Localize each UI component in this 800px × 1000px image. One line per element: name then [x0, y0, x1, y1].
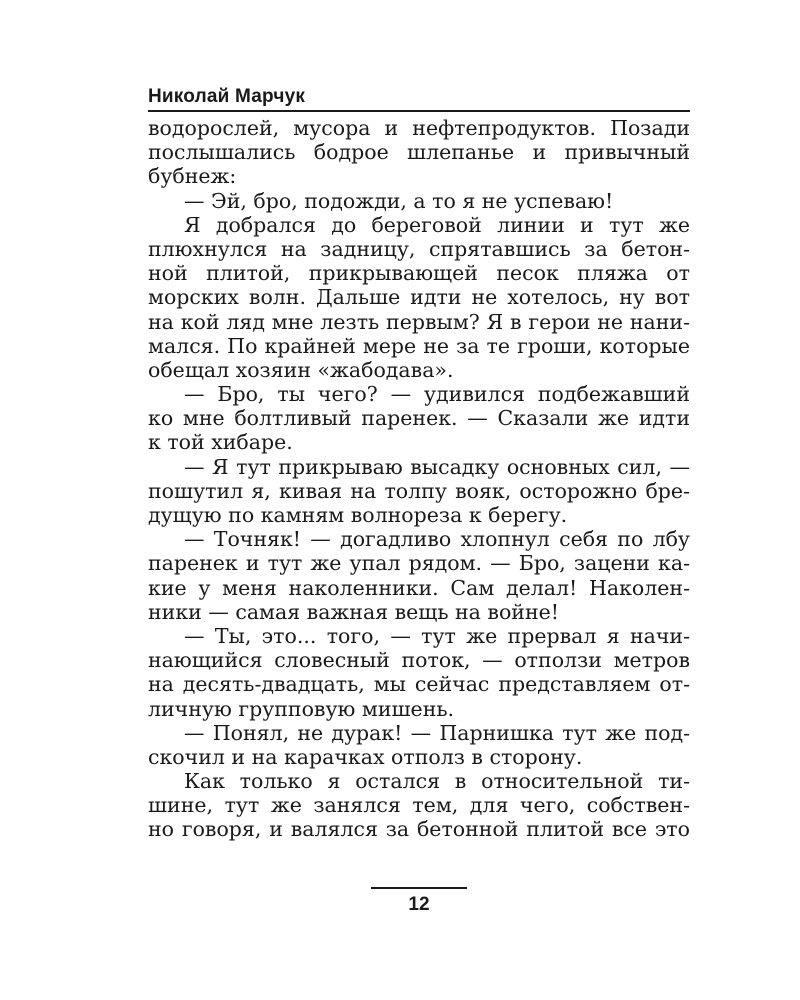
body-text [148, 116, 690, 842]
text-line: шине, тут же занялся тем, для чего, собствен- [148, 793, 690, 818]
text-line: дущую по камням волнореза к берегу. [148, 503, 568, 527]
text-line: нающийся словесный поток, — отползи метров [148, 648, 690, 673]
text-line: паренек и тут же упал рядом. — Бро, зацени ка- [148, 551, 690, 576]
text-line: — Ты, это... того, — тут же прервал я начи- [184, 623, 690, 648]
text-line: обещал хозяин «жабодава». [148, 357, 454, 382]
text-line: бубнеж: [148, 164, 237, 189]
text-line: но говоря, и валялся за бетонной плитой все это [148, 817, 690, 842]
text-line: — Точняк! — догадливо хлопнул себя по лбу [184, 527, 690, 552]
text-line: плюхнулся на задницу, спрятавшись за бетон- [148, 236, 690, 261]
text-line: — Понял, не дурак! — Парнишка тут же под- [184, 720, 690, 745]
text-line: на кой ляд мне лезть первым? Я в герои не нани- [148, 309, 690, 334]
text-line: Я добрался до береговой линии и тут же [184, 212, 690, 237]
text-line: — Я тут прикрываю высадку основных сил, — [184, 454, 690, 479]
text-line: мался. По крайней мере не за те гроши, которые [148, 333, 690, 358]
text-line: Как только я остался в относительной ти- [184, 769, 690, 794]
author-name: Николай Марчук [148, 86, 306, 107]
text-line: морских волн. Дальше идти не хотелось, ну вот [148, 285, 690, 310]
page-number: 12 [408, 894, 430, 915]
text-line: личную групповую мишень. [148, 696, 455, 721]
footer-rule [371, 887, 467, 889]
book-page [148, 84, 690, 842]
text-line: — Бро, ты чего? — удивился подбежавший [184, 382, 690, 407]
text-line: ной плитой, прикрывающей песок пляжа от [148, 261, 690, 286]
text-line: — Эй, бро, подожди, а то я не успеваю! [184, 188, 614, 213]
running-header [148, 84, 690, 112]
text-line: ко мне болтливый паренек. — Сказали же идти [148, 406, 690, 431]
text-line: на десять-двадцать, мы сейчас представляем от- [148, 672, 690, 697]
text-line: кие у меня наколенники. Сам делал! Наколен- [148, 575, 690, 600]
text-line: пошутил я, кивая на толпу вояк, осторожно бре- [148, 478, 690, 503]
text-line: послышались бодрое шлепанье и привычный [148, 140, 690, 165]
text-line: ники — самая важная вещь на войне! [148, 599, 560, 624]
text-line: к той хибаре. [148, 430, 293, 455]
text-line: водорослей, мусора и нефтепродуктов. Позади [148, 116, 690, 140]
text-line: скочил и на карачках отполз в сторону. [148, 744, 583, 769]
